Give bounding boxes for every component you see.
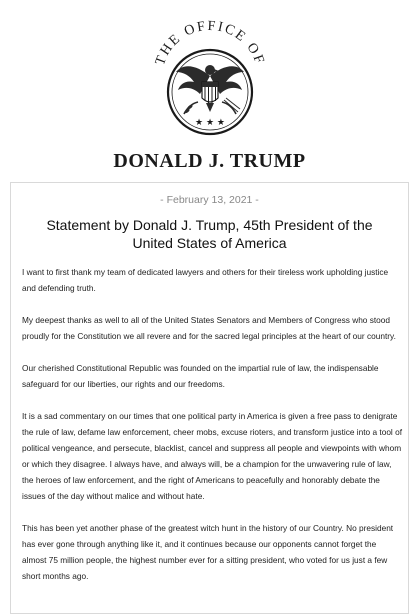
statement-paragraph: My deepest thanks as well to all of the United States Senators and Members of Congress who stood proudly for the Constitution we all revere and for the sacred legal principles at the heart of our country. [22, 315, 396, 341]
statement-date: - February 13, 2021 - [160, 194, 259, 206]
seal-arc-text: THE OFFICE OF [152, 18, 268, 68]
statement-body [22, 264, 402, 600]
org-name: DONALD J. TRUMP [113, 150, 306, 172]
statement-paragraph: This has been yet another phase of the greatest witch hunt in the history of our Country. No president has ever gone through anything like it, and it continues because our opponents cannot forget the almost 75 million people, the highest number ever for a sitting president, who voted for us just a few short months ago. [22, 523, 394, 581]
statement-title: Statement by Donald J. Trump, 45th President of the United States of America [46, 217, 373, 251]
statement-paragraph: Our cherished Constitutional Republic was founded on the impartial rule of law, the indispensable safeguard for our liberties, our rights and our freedoms. [22, 363, 379, 389]
svg-text:★ ★ ★: ★ ★ ★ [195, 118, 225, 128]
header [0, 0, 419, 180]
statement-paragraph: It is a sad commentary on our times that one political party in America is given a free pass to denigrate the rule of law, defame law enforcement, cheer mobs, excuse rioters, and transform justice into a tool of political vengeance, and persecute, blacklist, cancel and suppress all people and viewpoints with whom or which they disagree. I always have, and always will, be a champion for the unwavering rule of law, the heroes of law enforcement, and the right of Americans to peacefully and honorably debate the issues of the day without malice and without hate. [22, 411, 402, 501]
statement-panel [10, 182, 409, 614]
statement-paragraph: I want to first thank my team of dedicated lawyers and others for their tireless work upholding justice and defending truth. [22, 267, 389, 293]
seal-logo [140, 6, 280, 146]
